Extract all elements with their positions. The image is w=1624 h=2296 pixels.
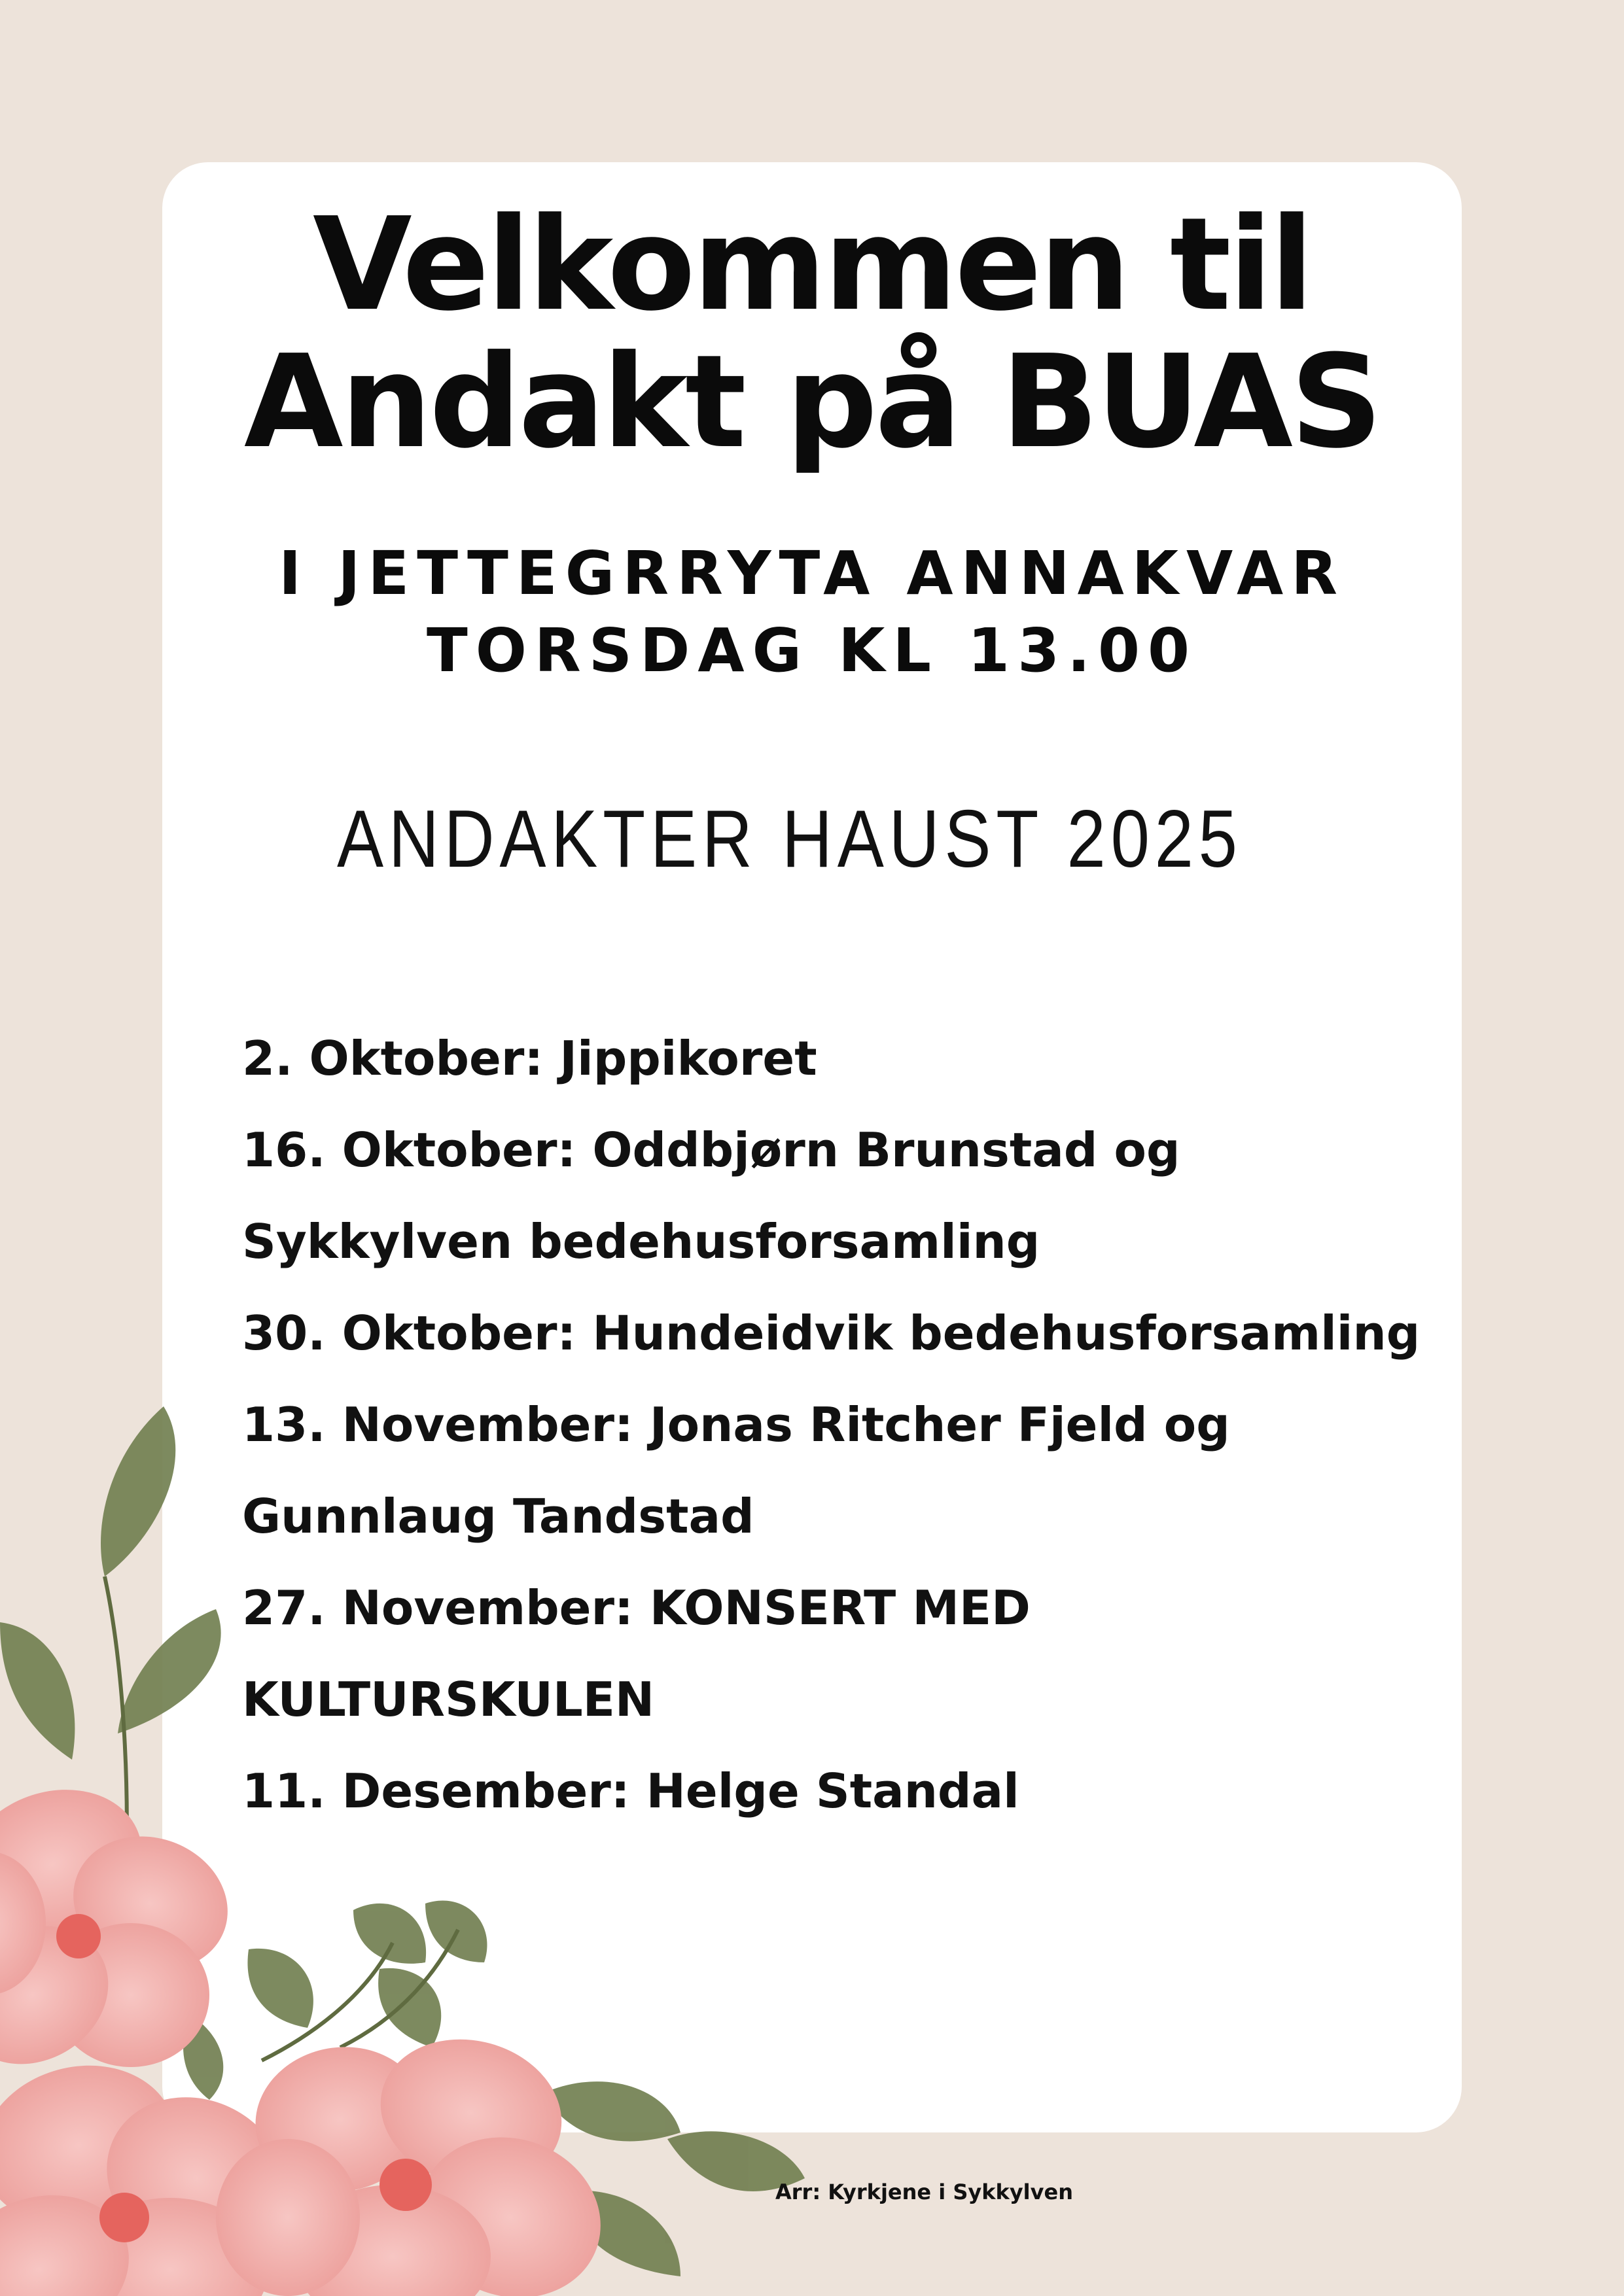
flower-decoration bbox=[0, 1406, 851, 2296]
schedule-item: 13. November: Jonas Ritcher Fjeld og Gunnlaug Tandstad bbox=[242, 1397, 1230, 1544]
schedule-item: 11. Desember: Helge Standal bbox=[242, 1764, 1019, 1818]
organizer-credit: Arr: Kyrkjene i Sykkylven bbox=[775, 2180, 1073, 2204]
season-heading: ANDAKTER HAUST 2025 bbox=[337, 794, 1243, 884]
schedule-item: 16. Oktober: Oddbjørn Brunstad og Sykkylven bedehusforsamling bbox=[242, 1122, 1180, 1269]
schedule-item: 30. Oktober: Hundeidvik bedehusforsamling bbox=[242, 1306, 1421, 1361]
title-line-2: Andakt på BUAS bbox=[243, 328, 1381, 477]
flower-icon bbox=[216, 2020, 624, 2296]
schedule-item: 2. Oktober: Jippikoret bbox=[242, 1031, 817, 1086]
schedule-item: 27. November: KONSERT MED KULTURSKULEN bbox=[242, 1580, 1031, 1727]
subtitle bbox=[162, 535, 1462, 689]
subtitle-line-2: TORSDAG KL 13.00 bbox=[426, 616, 1198, 686]
page-title bbox=[162, 190, 1462, 477]
subtitle-line-1: I JETTEGRRYTA ANNAKVAR bbox=[278, 538, 1346, 608]
title-line-1: Velkommen til bbox=[312, 190, 1312, 339]
